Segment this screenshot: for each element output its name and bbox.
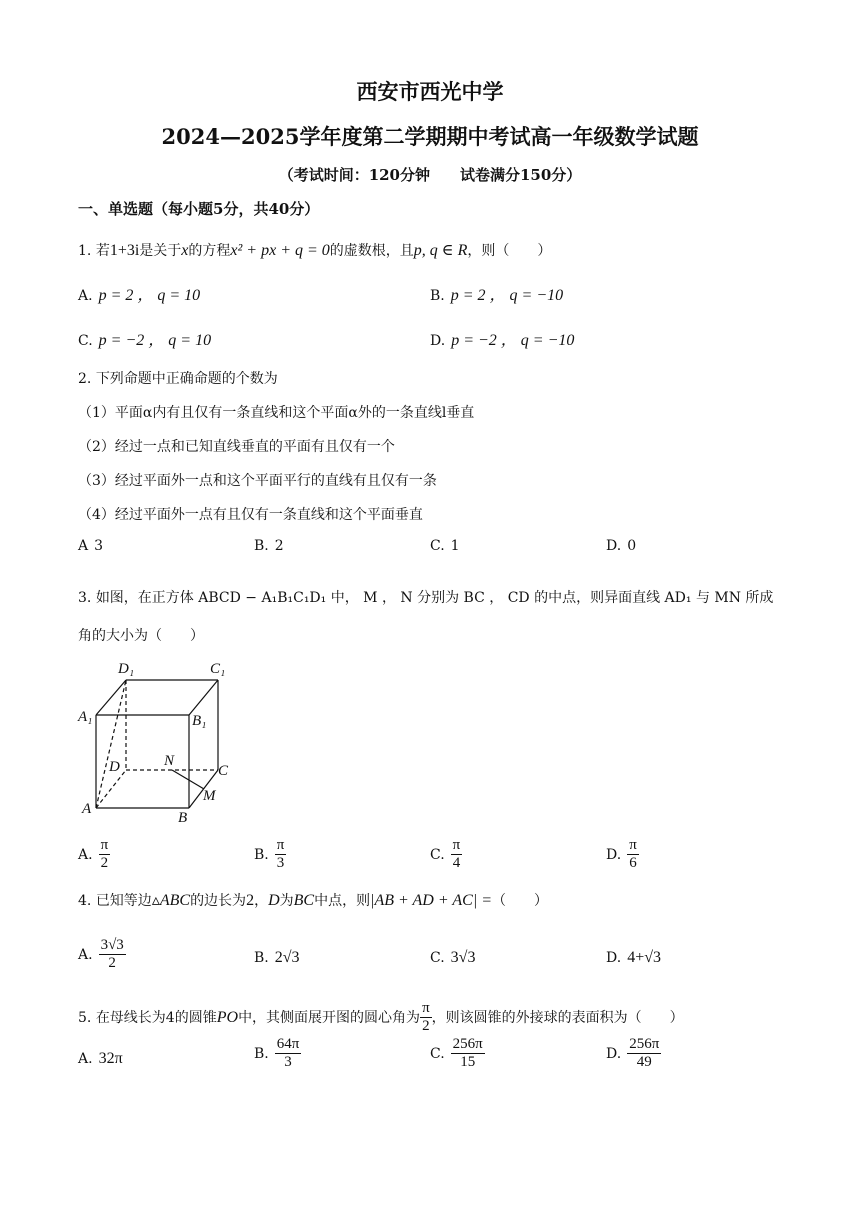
numerator: 256π xyxy=(451,1036,485,1054)
option-label: A. xyxy=(78,947,93,964)
fraction xyxy=(420,1000,432,1036)
option-label: C. xyxy=(430,538,445,554)
option-label: D. xyxy=(606,950,622,966)
text: 是关于 xyxy=(139,243,182,259)
numerator: π xyxy=(627,837,639,855)
question-number: 4. xyxy=(78,893,92,909)
q1-option-d[interactable] xyxy=(430,327,574,350)
option-text: 0 xyxy=(627,538,637,554)
math: D xyxy=(268,892,280,909)
label-b: B xyxy=(178,810,188,825)
numerator: π xyxy=(99,837,111,855)
option-label: A. xyxy=(78,847,93,864)
q3-option-b[interactable] xyxy=(254,837,286,873)
option-label: A. xyxy=(78,1051,93,1067)
q1-option-b[interactable] xyxy=(430,282,563,305)
math: PO xyxy=(216,1008,239,1026)
option-text: p = −2 ， q = 10 xyxy=(98,332,212,349)
denominator: 2 xyxy=(108,955,116,972)
fraction xyxy=(99,837,111,873)
denominator: 3 xyxy=(284,1054,292,1071)
q2-option-a[interactable] xyxy=(78,538,103,554)
q2-option-c[interactable] xyxy=(430,538,460,554)
label-c: C xyxy=(218,763,229,779)
text: ， xyxy=(254,893,269,909)
cube-figure xyxy=(76,655,246,825)
option-text: 3√3 xyxy=(450,949,476,966)
math: ▵ABC xyxy=(151,892,191,909)
label-d: D xyxy=(109,759,120,775)
option-text: p = 2 ， q = 10 xyxy=(98,287,201,304)
q4-option-a[interactable] xyxy=(78,937,126,973)
exam-info: （考试时间：120分钟 试卷满分150分） xyxy=(278,166,582,184)
option-label: C. xyxy=(430,1046,445,1063)
q5-option-d[interactable] xyxy=(606,1036,661,1072)
numerator: 64π xyxy=(275,1036,302,1054)
section-heading: 一、单选题（每小题5分，共40分） xyxy=(78,200,320,218)
math: BC xyxy=(293,892,315,909)
math-vector-norm: |AB + AD + AC| = xyxy=(370,892,493,909)
option-label: B. xyxy=(430,288,445,304)
text: 下列命题中正确命题的个数为 xyxy=(95,371,278,387)
denominator: 6 xyxy=(629,855,637,872)
question-5-stem xyxy=(78,1000,684,1036)
fraction xyxy=(451,1036,485,1072)
fraction xyxy=(99,937,126,973)
q5-option-a[interactable] xyxy=(78,1048,123,1068)
q2-item-3: （3）经过平面外一点和这个平面平行的直线有且仅有一条 xyxy=(78,473,437,489)
q5-option-c[interactable] xyxy=(430,1036,485,1072)
text: 如图，在正方体 ABCD − A₁B₁C₁D₁ 中， M ， N 分别为 BC ， CD 的中点，则异面直线 AD₁ 与 MN 所成 xyxy=(95,590,774,606)
option-label: B. xyxy=(254,847,269,864)
math: p, q ∈ R xyxy=(413,242,468,259)
math: 2 xyxy=(246,892,255,909)
text: 的方程 xyxy=(188,243,231,259)
text: 中，其侧面展开图的圆心角为 xyxy=(238,1009,421,1026)
text: 中点，则 xyxy=(314,893,371,909)
question-3-stem xyxy=(78,587,773,607)
label-n: N xyxy=(164,753,175,769)
question-1-stem xyxy=(78,240,551,260)
label-a: A xyxy=(82,801,92,817)
option-label: B. xyxy=(254,950,269,966)
label-d1: D₁ xyxy=(118,661,135,677)
q3-option-d[interactable] xyxy=(606,837,639,873)
numerator: 3√3 xyxy=(99,937,126,955)
option-label: A xyxy=(78,538,89,554)
question-2-stem xyxy=(78,368,278,388)
text: （ ） xyxy=(492,893,549,909)
text: ，则（ ） xyxy=(467,243,552,259)
exam-title: 2024—2025学年度第二学期期中考试高一年级数学试题 xyxy=(161,124,699,149)
option-text: 3 xyxy=(94,538,104,554)
option-label: D. xyxy=(606,1046,622,1063)
option-text: p = 2 ， q = −10 xyxy=(450,287,564,304)
q3-option-a[interactable] xyxy=(78,837,110,873)
q1-option-c[interactable] xyxy=(78,327,211,350)
fraction xyxy=(275,837,287,873)
segment-mn xyxy=(172,770,204,789)
q4-option-b[interactable] xyxy=(254,947,300,967)
q2-option-b[interactable] xyxy=(254,538,284,554)
q2-option-d[interactable] xyxy=(606,538,636,554)
q4-option-c[interactable] xyxy=(430,947,475,967)
option-label: C. xyxy=(430,950,445,966)
text: 在母线长为4的圆锥 xyxy=(95,1009,217,1026)
text: 已知等边 xyxy=(95,893,152,909)
option-text: 2 xyxy=(274,538,284,554)
text: 的虚数根，且 xyxy=(329,243,414,259)
text: 为 xyxy=(279,893,294,909)
fraction xyxy=(451,837,463,873)
option-label: C. xyxy=(78,333,93,349)
numerator: π xyxy=(420,1000,432,1018)
label-c1: C₁ xyxy=(210,661,226,677)
label-a1: A₁ xyxy=(78,709,93,725)
numerator: π xyxy=(275,837,287,855)
denominator: 2 xyxy=(422,1018,430,1035)
option-label: C. xyxy=(430,847,445,864)
option-label: A. xyxy=(78,288,93,304)
math: 1+3i xyxy=(109,242,140,259)
option-label: B. xyxy=(254,1046,269,1063)
math: x xyxy=(181,242,189,259)
edge xyxy=(189,680,218,715)
question-4-stem xyxy=(78,890,548,910)
q3-option-c[interactable] xyxy=(430,837,462,873)
denominator: 2 xyxy=(100,855,109,872)
text: 的边长为 xyxy=(190,893,247,909)
option-text: 4+√3 xyxy=(627,949,661,966)
question-number: 3. xyxy=(78,590,92,606)
math: x² + px + q = 0 xyxy=(230,242,330,259)
numerator: π xyxy=(451,837,463,855)
q2-item-4: （4）经过平面外一点有且仅有一条直线和这个平面垂直 xyxy=(78,507,423,523)
q2-item-1: （1）平面α内有且仅有一条直线和这个平面α外的一条直线l垂直 xyxy=(78,405,475,421)
option-text: 1 xyxy=(450,538,460,554)
question-number: 2. xyxy=(78,371,92,387)
label-b1: B₁ xyxy=(192,713,207,729)
school-name: 西安市西光中学 xyxy=(356,79,504,104)
question-number: 5. xyxy=(78,1009,92,1026)
option-text: 2√3 xyxy=(274,949,300,966)
option-label: D. xyxy=(606,538,622,554)
question-number: 1. xyxy=(78,243,92,259)
q2-item-2: （2）经过一点和已知直线垂直的平面有且仅有一个 xyxy=(78,439,395,455)
fraction xyxy=(275,1036,302,1072)
denominator: 15 xyxy=(460,1054,476,1071)
hidden-edge xyxy=(96,770,126,808)
option-label: D. xyxy=(430,333,446,349)
fraction xyxy=(627,1036,661,1072)
question-3-stem-cont: 角的大小为（ ） xyxy=(78,628,204,644)
denominator: 4 xyxy=(452,855,461,872)
q1-option-a[interactable] xyxy=(78,282,200,305)
option-text: p = −2 ， q = −10 xyxy=(451,332,575,349)
denominator: 3 xyxy=(276,855,285,872)
q5-option-b[interactable] xyxy=(254,1036,301,1072)
text: 若 xyxy=(95,243,110,259)
option-text: 32π xyxy=(98,1050,123,1067)
fraction xyxy=(627,837,639,873)
label-m: M xyxy=(203,788,216,804)
option-label: D. xyxy=(606,847,622,864)
text: ，则该圆锥的外接球的表面积为（ ） xyxy=(431,1009,684,1026)
denominator: 49 xyxy=(636,1054,652,1071)
option-label: B. xyxy=(254,538,269,554)
numerator: 256π xyxy=(627,1036,661,1054)
q4-option-d[interactable] xyxy=(606,947,661,967)
